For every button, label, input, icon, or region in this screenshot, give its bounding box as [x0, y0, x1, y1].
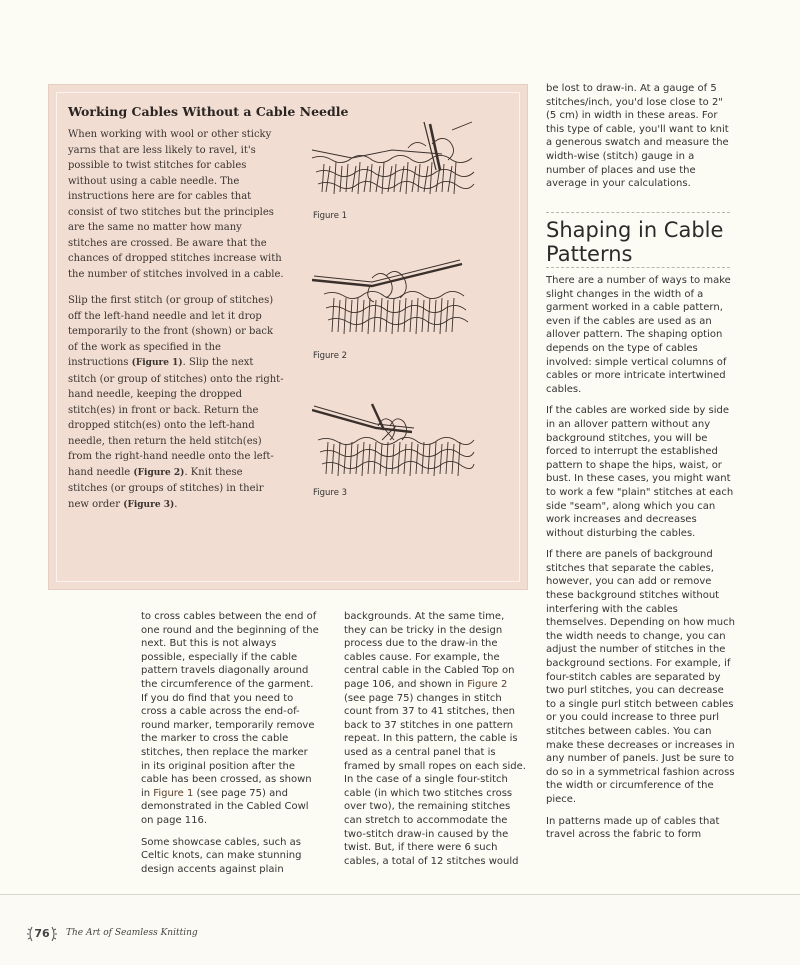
figure-1-illustration	[312, 120, 478, 206]
right-column-top	[546, 82, 734, 199]
heading-rule-bottom	[546, 267, 730, 268]
page-number: 76	[34, 927, 50, 940]
figure-2-link: Figure 2	[467, 678, 508, 690]
right-paragraph-3: If there are panels of background stitches that separate the cables, however, you can add or remove these background stitches without interfering with the cables themselves. Depending on how much the width needs to change, you can adjust the number of stitches in the background sections. For example, if four-stitch cables are separated by two purl stitches, you can decrease to a single purl stitch between cables or you could increase to three purl stitches between cables. You can make these decreases or increases in any number of panels. Just be sure to do so in a symmetrical fashion across the width or circumference of the piece.	[546, 549, 735, 805]
figure-2-caption: Figure 2	[313, 351, 348, 361]
sidebar-title: Working Cables Without a Cable Needle	[68, 104, 349, 119]
body-column-middle	[344, 610, 528, 876]
section-heading: Shaping in Cable Patterns	[546, 218, 724, 266]
left-paragraph-2: Some showcase cables, such as Celtic knots, can make stunning design accents against plain	[141, 836, 302, 875]
figure-1-link: Figure 1	[153, 787, 194, 799]
heading-rule-top	[546, 212, 730, 213]
figure-2-illustration	[312, 258, 478, 344]
figure-2-ref: (Figure 2)	[133, 467, 185, 478]
figure-3-ref: (Figure 3)	[123, 499, 175, 510]
figure-1-ref: (Figure 1)	[131, 358, 183, 368]
sidebar-body	[68, 127, 284, 524]
middle-paragraph-1: backgrounds. At the same time, they can be tricky in the design process due to the draw-in the cables cause. For example, the central cable in the Cabled Top on page 106, and shown in Figure 2 (see page 75) changes in stitch count from 37 to 41 stitches, then back to 37 stitches in one pattern repeat. In this pattern, the cable is used as a central panel that is framed by small ropes on each side. In the case of a single four-stitch cable (in which two stitches cross over two), the remaining stitches can stretch to accommodate the two-stitch draw-in caused by the twist. But, if there were 6 such cables, a total of 12 stitches would	[344, 611, 526, 867]
figure-1-caption: Figure 1	[313, 211, 348, 221]
body-column-left	[141, 610, 319, 884]
figure-3-caption: Figure 3	[313, 488, 348, 498]
right-paragraph-4: In patterns made up of cables that travel across the fabric to form	[546, 815, 720, 841]
left-paragraph-1: to cross cables between the end of one round and the beginning of the next. But this is not always possible, especially if the cable pattern travels diagonally around the circumference of the garment. If you do find that you need to cross a cable across the end-of-round marker, temporarily remove the marker to cross the cable stitches, then replace the marker in its original position after the cable has been crossed, as shown in Figure 1 (see page 75) and demonstrated in the Cabled Cowl on page 116.	[141, 611, 319, 826]
sidebar-paragraph-2: Slip the first stitch (or group of stitches) off the left-hand needle and let it drop temporarily to the front (shown) or back of the work as specified in the instructions (Figure 1). Slip the next stitch (or group of stitches) onto the right-hand needle, keeping the dropped stitch(es) in front or back. Return the dropped stitch(es) onto the left-hand needle, then return the held stitch(es) from the right-hand needle onto the left-hand needle (Figure 2). Knit these stitches (or groups of stitches) in their new order (Figure 3).	[68, 295, 284, 510]
right-column-body	[546, 274, 736, 850]
figure-3-illustration	[312, 396, 478, 482]
right-paragraph-2: If the cables are worked side by side in an allover pattern without any background stitches, you will be forced to interrupt the established pattern to shape the hips, waist, or bust. In these cases, you might want to work a few "plain" stitches at each side "seam", along which you can work increases and decreases without disturbing the cables.	[546, 405, 734, 539]
running-footer-title: The Art of Seamless Knitting	[66, 928, 198, 938]
sidebar-paragraph-1: When working with wool or other sticky yarns that are less likely to ravel, it's possible to twist stitches for cables without using a cable needle. The instructions here are for cables that consist of two stitches but the principles are the same no matter how many stitches are crossed. Be aware that the chances of dropped stitches increase with the number of stitches involved in a cable.	[68, 129, 284, 280]
right-paragraph-top: be lost to draw-in. At a gauge of 5 stitches/inch, you'd lose close to 2" (5 cm) in width in these areas. For this type of cable, you'll want to knit a generous swatch and measure the width-wise (stitch) gauge in a number of places and use the average in your calculations.	[546, 83, 729, 190]
right-paragraph-1: There are a number of ways to make slight changes in the width of a garment worked in a cable pattern, even if the cables are used as an allover pattern. The shaping option depends on the type of cables involved: simple vertical columns of cables or more intricate intertwined cables.	[546, 275, 731, 395]
